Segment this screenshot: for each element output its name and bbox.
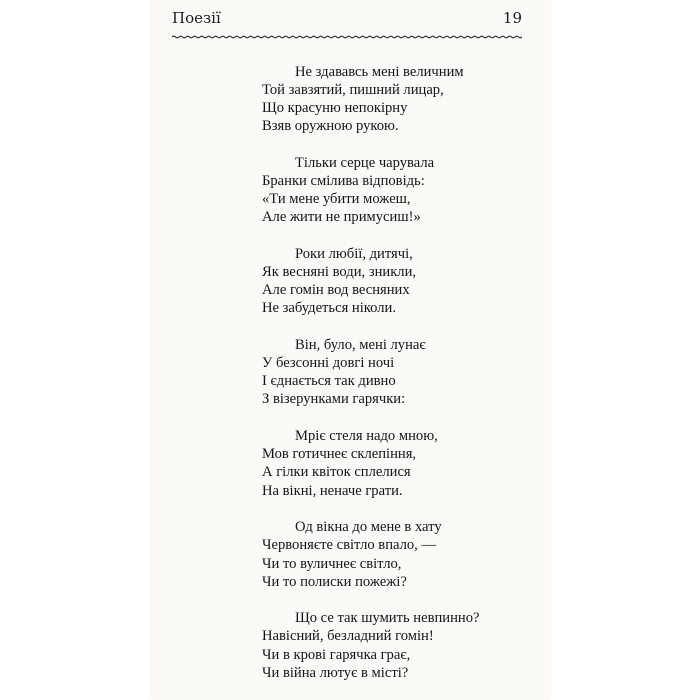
poem-stanza [262, 336, 522, 408]
poem-line: «Ти мене убити можеш, [262, 191, 411, 208]
poem-line: А гілки квіток сплелися [262, 464, 411, 481]
poem-line: Бранки смілива відповідь: [262, 173, 425, 190]
poem-line: Мов готичнеє склепіння, [262, 446, 417, 463]
poem-line: Не здававсь мені величним [295, 64, 464, 80]
poem-line: З візерунками гарячки: [262, 391, 406, 408]
poem-line: Але гомін вод весняних [262, 282, 410, 299]
poem-line: У безсонні довгі ночі [262, 355, 395, 372]
poem-stanza [262, 245, 522, 317]
poem-line: Чи в крові гарячка грає, [262, 646, 411, 663]
poem-line: Він, було, мені лунає [295, 337, 426, 354]
poem-line: Роки любії, дитячі, [295, 246, 413, 263]
poem-line: Чи то вуличнеє світло, [262, 555, 402, 572]
page-number: 19 [502, 9, 522, 27]
wavy-divider [172, 33, 522, 41]
poem-line: Тільки серце чарувала [295, 155, 435, 172]
poem-line: Що красуню непокірну [262, 100, 408, 117]
poem-line: І єднається так дивно [262, 373, 396, 390]
poem-stanza [262, 609, 522, 681]
poem-line: Чи війна лютує в місті? [262, 664, 409, 681]
poem-stanza [262, 154, 522, 226]
poem-line: Взяв оружною рукою. [262, 118, 399, 135]
poem-line: Од вікна до мене в хату [295, 519, 442, 536]
poem-line: Як весняні води, зникли, [262, 264, 417, 281]
poem-line: Що се так шумить невпинно? [295, 610, 480, 627]
page-header [172, 9, 522, 31]
poem-line: Не забудеться ніколи. [262, 300, 396, 317]
poem-line: Навісний, безладний гомін! [262, 628, 434, 645]
running-title: Поезії [172, 9, 221, 27]
poem-stanza [262, 63, 522, 135]
poem-line: Мріє стеля надо мною, [295, 428, 438, 445]
poem-stanza [262, 427, 522, 499]
poem-line: Але жити не примусиш!» [262, 209, 421, 226]
poem-text [262, 63, 522, 700]
poem-line: На вікні, неначе грати. [262, 482, 403, 499]
poem-line: Червоняєте світло впало, — [262, 537, 437, 554]
poem-line: Чи то полиски пожежі? [262, 573, 407, 590]
poem-stanza [262, 518, 522, 590]
poem-line: Той завзятий, пишний лицар, [262, 82, 444, 99]
